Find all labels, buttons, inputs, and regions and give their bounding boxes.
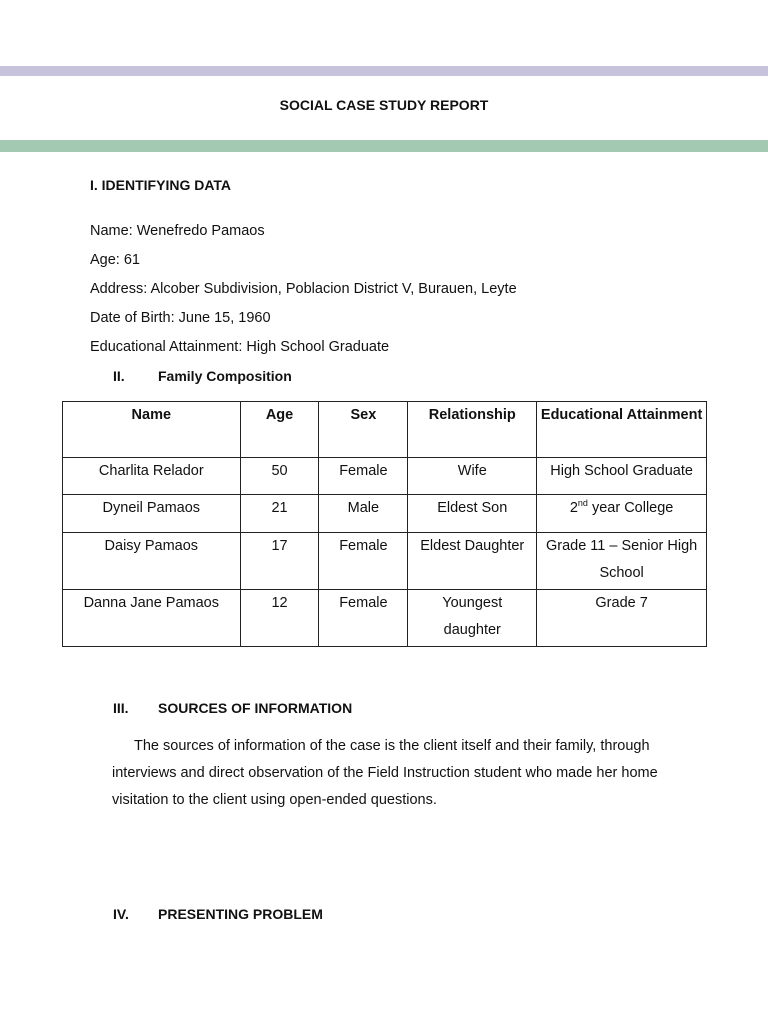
header-accent-band <box>0 66 768 76</box>
member-relationship: Wife <box>408 458 537 495</box>
member-relationship: Eldest Son <box>408 495 537 533</box>
member-name: Danna Jane Pamaos <box>63 590 241 647</box>
column-header-education: Educational Attainment <box>537 402 707 458</box>
table-row <box>63 533 707 590</box>
member-age: 50 <box>240 458 319 495</box>
presenting-problem-number: IV. <box>113 906 129 922</box>
ordinal-suffix: nd <box>577 498 588 509</box>
presenting-problem-heading: PRESENTING PROBLEM <box>158 906 323 922</box>
member-age: 21 <box>240 495 319 533</box>
column-header-sex: Sex <box>319 402 408 458</box>
member-relationship: Youngest daughter <box>408 590 537 647</box>
family-composition-number: II. <box>113 368 125 384</box>
column-header-name: Name <box>63 402 241 458</box>
client-name: Name: Wenefredo Pamaos <box>90 223 265 239</box>
education-rest: year College <box>587 500 674 516</box>
document-title: SOCIAL CASE STUDY REPORT <box>279 97 489 113</box>
section-accent-band <box>0 140 768 152</box>
client-education: Educational Attainment: High School Graduate <box>90 339 390 355</box>
client-birthdate: Date of Birth: June 15, 1960 <box>90 310 271 326</box>
member-sex: Female <box>319 590 408 647</box>
member-education <box>537 495 707 533</box>
member-name: Charlita Relador <box>63 458 241 495</box>
identifying-data-heading: I. IDENTIFYING DATA <box>90 177 232 193</box>
member-sex: Male <box>319 495 408 533</box>
family-composition-heading: Family Composition <box>158 368 292 384</box>
sources-paragraph: The sources of information of the case is the client itself and their family, through interviews and direct observation of the Field Instruction student who made her home visitation to the client using open-ended questions. <box>112 738 658 808</box>
member-age: 12 <box>240 590 319 647</box>
table-row <box>63 590 707 647</box>
sources-number: III. <box>113 700 129 716</box>
table-header-row <box>63 402 707 458</box>
member-name: Dyneil Pamaos <box>63 495 241 533</box>
member-sex: Female <box>319 533 408 590</box>
sources-heading: SOURCES OF INFORMATION <box>158 700 353 716</box>
client-age: Age: 61 <box>90 252 140 268</box>
family-composition-table <box>62 401 707 647</box>
table-row <box>63 495 707 533</box>
column-header-relationship: Relationship <box>408 402 537 458</box>
member-name: Daisy Pamaos <box>63 533 241 590</box>
member-age: 17 <box>240 533 319 590</box>
member-sex: Female <box>319 458 408 495</box>
table-row <box>63 458 707 495</box>
column-header-age: Age <box>240 402 319 458</box>
member-education: Grade 7 <box>537 590 707 647</box>
ordinal-number: 2 <box>569 500 578 516</box>
member-relationship: Eldest Daughter <box>408 533 537 590</box>
member-education: Grade 11 – Senior High School <box>537 533 707 590</box>
client-address: Address: Alcober Subdivision, Poblacion District V, Burauen, Leyte <box>90 281 517 297</box>
member-education: High School Graduate <box>537 458 707 495</box>
